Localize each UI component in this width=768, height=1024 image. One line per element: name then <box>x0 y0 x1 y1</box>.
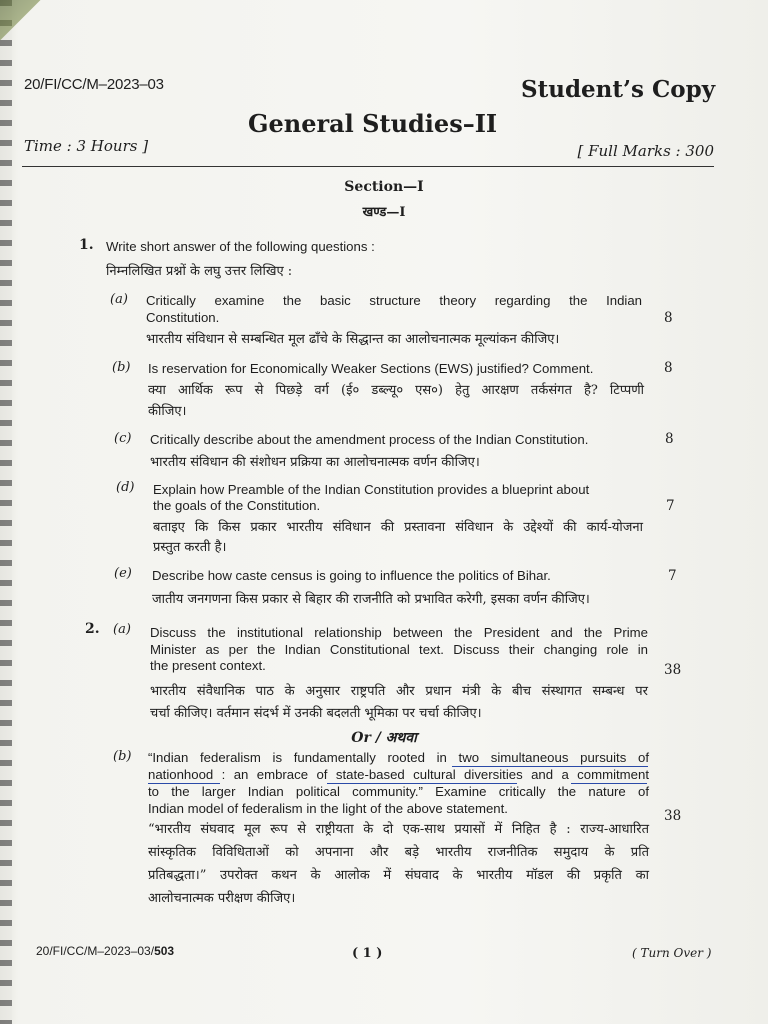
or-label: Or / अथवा <box>351 730 417 746</box>
folded-corner <box>0 0 60 40</box>
footer-paper-code <box>36 944 174 958</box>
question-number: 2. <box>85 621 100 637</box>
pen-underline <box>327 783 517 784</box>
part-label: (a) <box>110 292 128 307</box>
pen-underline <box>148 783 220 784</box>
part-text-hindi: “भारतीय संघवाद मूल रूप से राष्ट्रीयता के दो एक-साथ प्रयासों में निहित है : राज्य-आधारित <box>148 822 649 837</box>
full-marks-label: [ Full Marks : 300 <box>577 142 714 160</box>
part-label: (d) <box>116 480 135 495</box>
part-text-hindi: भारतीय संविधान की संशोधन प्रक्रिया का आलोचनात्मक वर्णन कीजिए। <box>150 455 480 470</box>
part-label: (b) <box>113 749 132 764</box>
part-text-english: the goals of the Constitution. <box>153 498 321 513</box>
marks: 8 <box>664 360 673 376</box>
header-divider <box>22 166 714 167</box>
section-title-hindi: खण्ड—I <box>362 205 406 220</box>
part-text-hindi: भारतीय संविधान से सम्बन्धित मूल ढाँचे के सिद्धान्त का आलोचनात्मक मूल्यांकन कीजिए। <box>146 332 560 347</box>
pen-underline <box>571 783 647 784</box>
pen-underline <box>452 766 648 767</box>
part-text-hindi: चर्चा कीजिए। वर्तमान संदर्भ में उनकी बदलती भूमिका पर चर्चा कीजिए। <box>150 706 482 721</box>
part-text-hindi: क्या आर्थिक रूप से पिछड़े वर्ग (ई० डब्ल्यू० एस०) हेतु आरक्षण तर्कसंगत है? टिप्पणी <box>148 383 644 398</box>
part-text-hindi: प्रस्तुत करती है। <box>153 540 227 555</box>
binding-edge <box>0 0 12 1024</box>
part-text-english: Constitution. <box>146 310 220 325</box>
part-text-english: “Indian federalism is fundamentally rooted in two simultaneous pursuits of <box>148 750 649 765</box>
part-text-english: Critically describe about the amendment process of the Indian Constitution. <box>150 432 589 447</box>
marks: 7 <box>668 568 677 584</box>
part-text-english: Minister as per the Indian Constitutional text. Discuss their changing role in <box>150 642 648 657</box>
marks: 8 <box>665 431 674 447</box>
part-text-english: the present context. <box>150 658 266 673</box>
part-text-english: to the larger Indian political community.” Examine critically the nature of <box>148 784 649 799</box>
part-text-english: Critically examine the basic structure theory regarding the Indian <box>146 293 642 308</box>
part-text-english: Describe how caste census is going to influence the politics of Bihar. <box>152 568 551 583</box>
marks: 7 <box>666 498 675 514</box>
footer-code-suffix: 503 <box>154 944 175 958</box>
section-title-english: Section—I <box>344 179 424 195</box>
time-label: Time : 3 Hours ] <box>24 137 149 155</box>
footer-code-prefix: 20/FI/CC/M–2023–03/ <box>36 944 155 958</box>
part-label: (a) <box>113 622 131 637</box>
turn-over-label: ( Turn Over ) <box>632 946 712 960</box>
part-text-english: Discuss the institutional relationship between the President and the Prime <box>150 625 648 640</box>
part-text-hindi: आलोचनात्मक परीक्षण कीजिए। <box>148 891 296 906</box>
part-text-english: Indian model of federalism in the light of the above statement. <box>148 801 508 816</box>
part-text-hindi: कीजिए। <box>148 404 187 419</box>
part-text-hindi: प्रतिबद्धता।” उपरोक्त कथन के आलोक में संघवाद के भारतीय मॉडल की प्रकृति का <box>148 868 649 883</box>
paper-code: 20/FI/CC/M–2023–03 <box>24 76 164 93</box>
part-text-hindi: बताइए कि किस प्रकार भारतीय संविधान की प्रस्तावना संविधान के उद्देश्यों की कार्य-योजना <box>153 520 643 535</box>
part-text-hindi: सांस्कृतिक विविधिताओं को अपनाना और बड़े भारतीय राजनीतिक समुदाय के प्रति <box>148 845 649 860</box>
part-text-english: nationhood : an embrace of state-based cultural diversities and a commitment <box>148 767 649 782</box>
part-label: (e) <box>114 566 132 581</box>
marks: 8 <box>664 310 673 326</box>
copy-label: Student’s Copy <box>521 76 716 103</box>
paper-title: General Studies–II <box>248 109 498 138</box>
part-text-english: Explain how Preamble of the Indian Constitution provides a blueprint about <box>153 482 590 497</box>
question-number: 1. <box>79 237 94 253</box>
marks: 38 <box>664 662 682 678</box>
question-intro-english: Write short answer of the following questions : <box>106 239 375 254</box>
marks: 38 <box>664 808 682 824</box>
question-intro-hindi: निम्नलिखित प्रश्नों के लघु उत्तर लिखिए : <box>106 264 293 279</box>
part-text-hindi: जातीय जनगणना किस प्रकार से बिहार की राजनीति को प्रभावित करेगी, इसका वर्णन कीजिए। <box>152 592 590 607</box>
page-number: ( 1 ) <box>352 946 383 961</box>
part-label: (b) <box>112 360 131 375</box>
part-text-hindi: भारतीय संवैधानिक पाठ के अनुसार राष्ट्रपति और प्रधान मंत्री के बीच संस्थागत सम्बन्ध पर <box>150 684 648 699</box>
part-label: (c) <box>114 431 132 446</box>
part-text-english: Is reservation for Economically Weaker Sections (EWS) justified? Comment. <box>148 361 594 376</box>
